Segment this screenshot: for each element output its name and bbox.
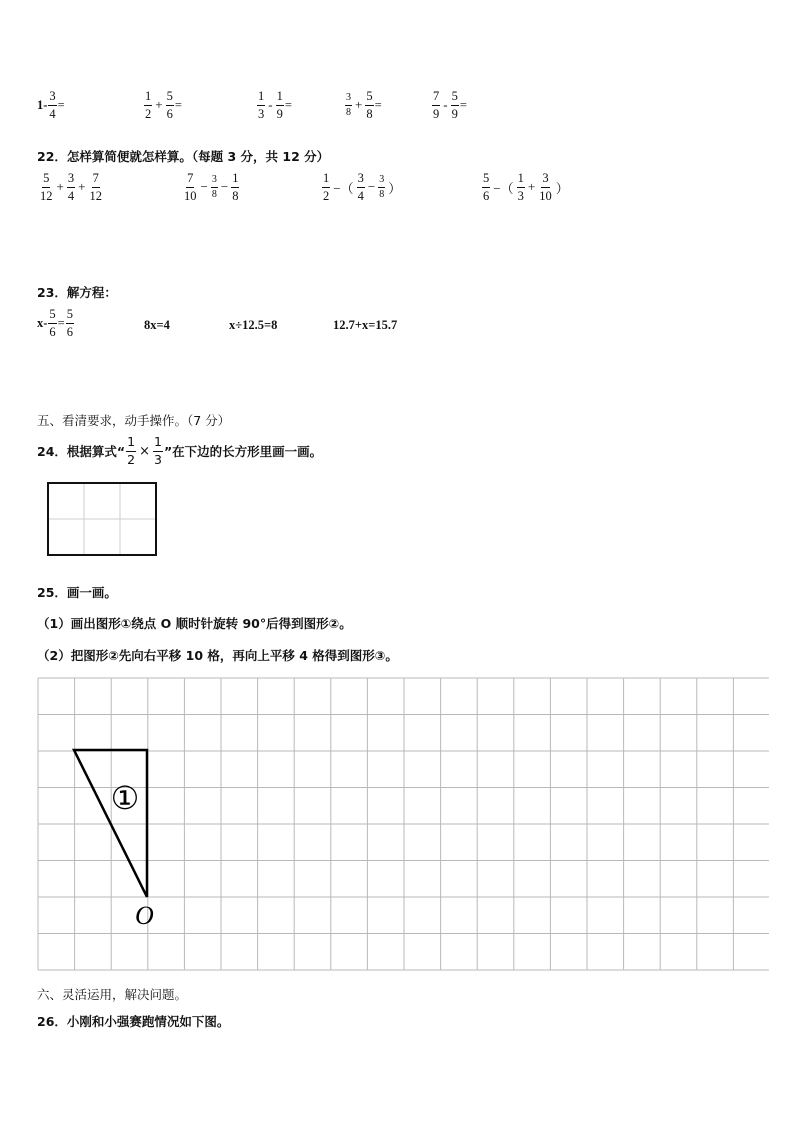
operator: −（ xyxy=(493,180,514,196)
equation-prefix: x- xyxy=(37,315,48,330)
calc-item-4 xyxy=(344,90,382,120)
fraction: $\frac{5}{6}$ xyxy=(483,171,490,203)
calc-item-3 xyxy=(256,90,292,120)
fraction: $\frac{7}{10}$ xyxy=(184,171,197,203)
calc-prefix: 1- xyxy=(37,97,48,112)
operator: - xyxy=(443,97,448,112)
operator: + xyxy=(155,97,163,112)
q22-expression-4 xyxy=(481,172,571,202)
fraction: $\frac{7}{12}$ xyxy=(89,171,102,203)
equals-sign: = xyxy=(57,97,65,112)
q25-line-1: （1）画出图形①绕点 O 顺时针旋转 90°后得到图形②。 xyxy=(37,616,352,631)
equals-sign: = xyxy=(57,315,65,330)
q24-suffix: ”在下边的长方形里画一画。 xyxy=(163,444,323,459)
q23-equation-1 xyxy=(37,308,75,338)
q24-instruction xyxy=(37,436,322,466)
q25-line-2: （2）把图形②先向右平移 10 格，再向上平移 4 格得到图形③。 xyxy=(37,648,398,663)
fraction: $\frac{3}{4}$ xyxy=(67,171,75,203)
q22-expression-3 xyxy=(321,172,403,202)
section-6-title: 六、灵活运用，解决问题。 xyxy=(37,987,188,1002)
close-paren: ） xyxy=(388,180,402,196)
fraction: $\frac{5}{12}$ xyxy=(40,171,53,203)
fraction: $\frac{1}{8}$ xyxy=(232,171,239,203)
fraction: $\frac{5}{9}$ xyxy=(451,89,458,121)
q22-expression-1 xyxy=(38,172,104,202)
q22-title: 22．怎样算简便就怎样算。（每题 3 分，共 12 分） xyxy=(37,149,330,164)
fraction: $\frac{1}{3}$ xyxy=(517,171,524,203)
q26-title: 26．小刚和小强赛跑情况如下图。 xyxy=(37,1014,230,1029)
fraction: $\frac{7}{9}$ xyxy=(433,89,440,121)
equals-sign: = xyxy=(459,97,467,112)
fraction: $\frac{1}{2}$ xyxy=(145,89,152,121)
fraction: $\frac{3}{8}$ xyxy=(346,91,351,118)
q23-equation-4: 12.7+x=15.7 xyxy=(333,318,398,332)
q25-title: 25．画一画。 xyxy=(37,585,117,600)
point-o-label: O xyxy=(135,901,154,930)
calc-item-2 xyxy=(143,90,182,120)
operator: + xyxy=(56,179,64,194)
equals-sign: = xyxy=(284,97,292,112)
operator: + xyxy=(78,179,86,194)
fraction: $\frac{3}{8}$ xyxy=(379,173,385,200)
fraction: $\frac{5}{8}$ xyxy=(366,89,373,121)
fraction: $\frac{1}{9}$ xyxy=(276,89,283,121)
equals-sign: = xyxy=(174,97,182,112)
calc-item-5 xyxy=(431,90,467,120)
operator: −（ xyxy=(333,180,354,196)
q24-prefix: 24．根据算式“ xyxy=(37,444,126,459)
fraction: $\frac{1}{3}$ xyxy=(258,89,265,121)
fraction: $\frac{3}{10}$ xyxy=(539,171,552,203)
fraction: $\frac{5}{6}$ xyxy=(166,89,173,121)
fraction: $\frac{3}{4}$ xyxy=(49,89,56,121)
operator: + xyxy=(355,97,363,112)
fraction: $\frac{1}{2}$ xyxy=(127,434,136,467)
calc-item-1 xyxy=(37,90,65,120)
operator: - xyxy=(268,97,273,112)
operator: − xyxy=(200,179,208,194)
q23-equation-2: 8x=4 xyxy=(144,318,170,332)
fraction: $\frac{5}{6}$ xyxy=(66,307,73,339)
fraction: $\frac{3}{4}$ xyxy=(357,171,364,203)
close-paren: ） xyxy=(555,180,569,196)
q23-title: 23．解方程： xyxy=(37,285,117,300)
operator: × xyxy=(139,443,150,459)
fraction: $\frac{1}{2}$ xyxy=(323,171,330,203)
q24-rectangle[interactable] xyxy=(46,481,160,557)
shape-1-label: ① xyxy=(110,779,140,817)
fraction: $\frac{1}{3}$ xyxy=(153,434,162,467)
fraction: $\frac{5}{6}$ xyxy=(49,307,56,339)
section-5-title: 五、看清要求，动手操作。（7 分） xyxy=(37,413,231,428)
operator: − xyxy=(220,179,229,194)
equals-sign: = xyxy=(374,97,382,112)
q25-grid[interactable] xyxy=(37,677,769,971)
operator: + xyxy=(527,179,536,194)
q23-equation-3: x÷12.5=8 xyxy=(229,318,278,332)
fraction: $\frac{3}{8}$ xyxy=(211,173,217,200)
q22-expression-2 xyxy=(182,172,240,202)
operator: − xyxy=(367,179,376,194)
